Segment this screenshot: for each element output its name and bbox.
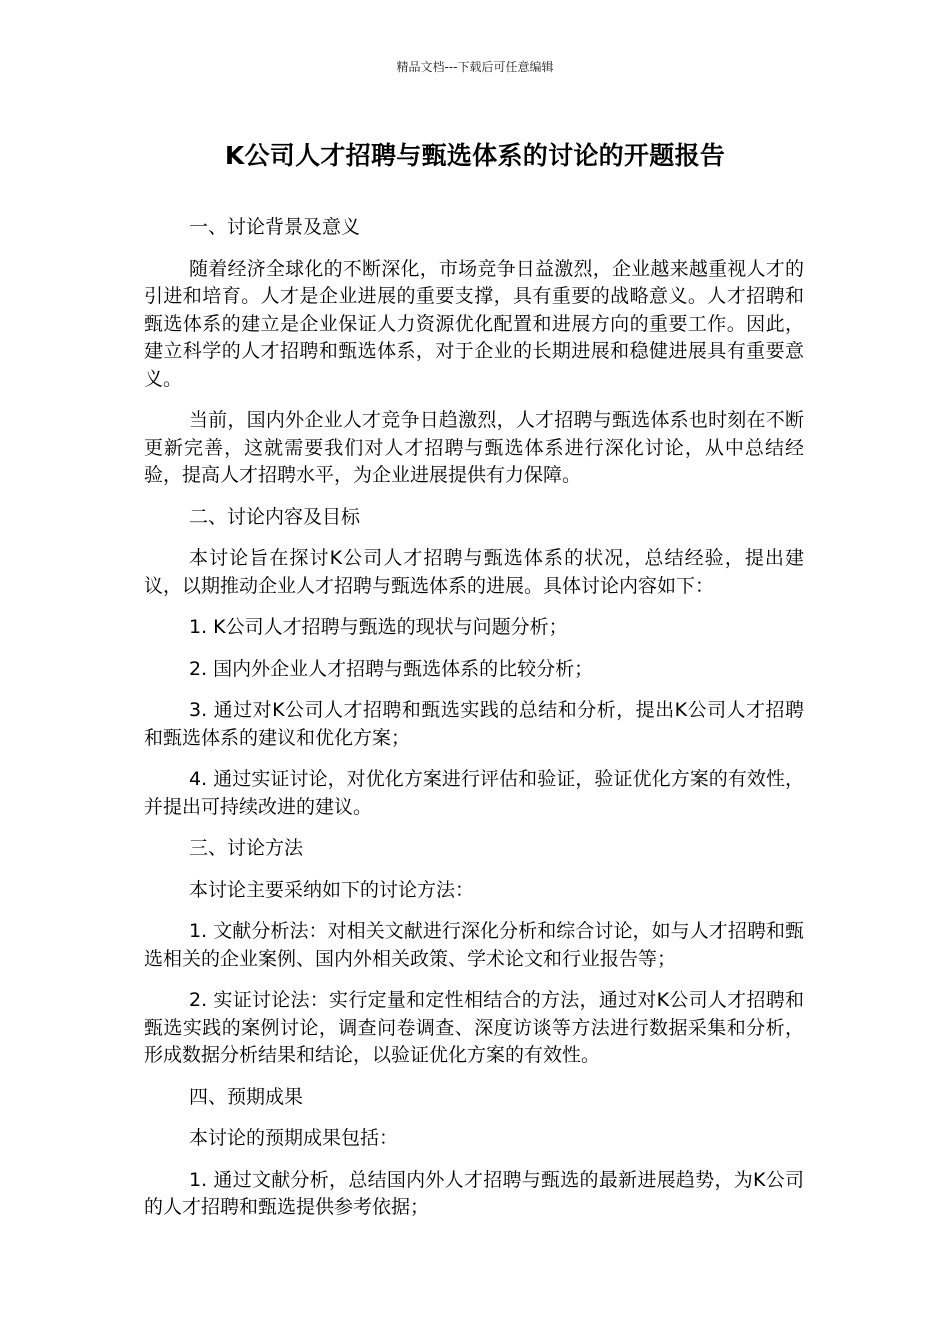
header-note: 精品文档---下载后可任意编辑 bbox=[396, 60, 554, 74]
paragraph-background-2: 当前，国内外企业人才竞争日趋激烈，人才招聘与甄选体系也时刻在不断更新完善，这就需要我们对人才招聘与甄选体系进行深化讨论，从中总结经验，提高人才招聘水平，为企业进展提供有力保障。 bbox=[144, 409, 804, 486]
section-heading-content: 二、讨论内容及目标 bbox=[189, 505, 361, 528]
list-item-content-1: 1. K公司人才招聘与甄选的现状与问题分析； bbox=[189, 616, 568, 638]
list-item-method-2: 2. 实证讨论法：实行定量和定性相结合的方法，通过对K公司人才招聘和甄选实践的案例讨论，调查问卷调查、深度访谈等方法进行数据采集和分析，形成数据分析结果和结论，以验证优化方案的有效性。 bbox=[144, 989, 804, 1066]
section-heading-outcomes: 四、预期成果 bbox=[189, 1085, 304, 1108]
paragraph-methods-intro: 本讨论主要采纳如下的讨论方法： bbox=[189, 878, 475, 901]
list-item-content-4: 4. 通过实证讨论，对优化方案进行评估和验证，验证优化方案的有效性，并提出可持续改进的建议。 bbox=[144, 768, 804, 818]
document-body bbox=[144, 214, 804, 1236]
list-item-content-2: 2. 国内外企业人才招聘与甄选体系的比较分析； bbox=[189, 657, 594, 680]
list-item-method-1: 1. 文献分析法：对相关文献进行深化分析和综合讨论，如与人才招聘和甄选相关的企业案例、国内外相关政策、学术论文和行业报告等； bbox=[144, 920, 804, 970]
paragraph-content-intro: 本讨论旨在探讨K公司人才招聘与甄选体系的状况，总结经验，提出建议，以期推动企业人才招聘与甄选体系的进展。具体讨论内容如下： bbox=[144, 547, 804, 597]
paragraph-outcomes-intro: 本讨论的预期成果包括： bbox=[189, 1127, 399, 1149]
section-heading-methods: 三、讨论方法 bbox=[189, 837, 304, 859]
section-heading-background: 一、讨论背景及意义 bbox=[189, 216, 361, 238]
document-title: K公司人才招聘与甄选体系的讨论的开题报告 bbox=[224, 141, 726, 170]
list-item-content-3: 3. 通过对K公司人才招聘和甄选实践的总结和分析，提出K公司人才招聘和甄选体系的建议和优化方案； bbox=[144, 699, 804, 749]
list-item-outcome-1: 1. 通过文献分析，总结国内外人才招聘与甄选的最新进展趋势，为K公司的人才招聘和甄选提供参考依据； bbox=[144, 1168, 804, 1218]
paragraph-background-1: 随着经济全球化的不断深化，市场竞争日益激烈，企业越来越重视人才的引进和培育。人才是企业进展的重要支撑，具有重要的战略意义。人才招聘和甄选体系的建立是企业保证人力资源优化配置和进展方向的重要工作。因此，建立科学的人才招聘和甄选体系，对于企业的长期进展和稳健进展具有重要意义。 bbox=[144, 257, 804, 390]
